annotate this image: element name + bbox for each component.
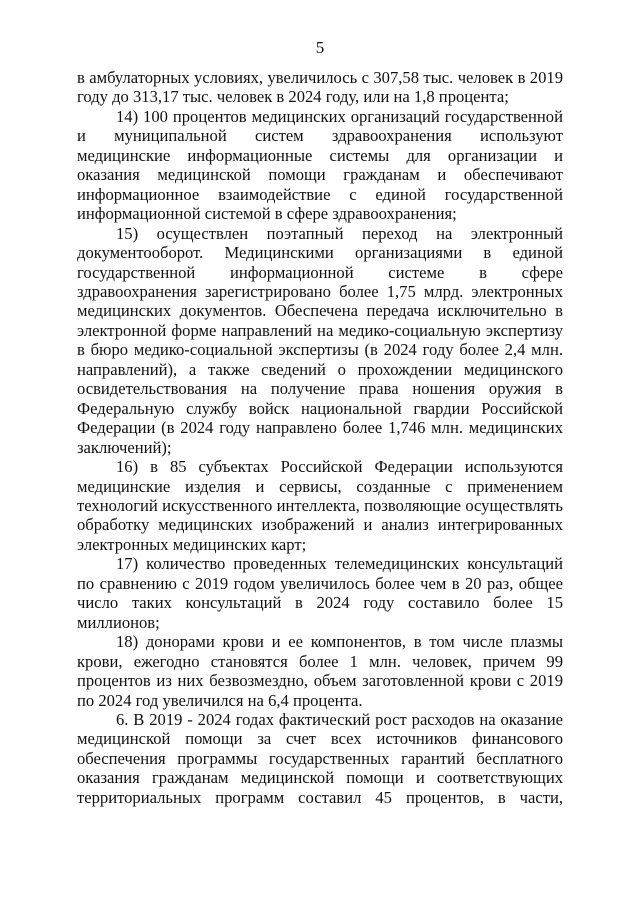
paragraph-item-18: 18) донорами крови и ее компонентов, в том числе плазмы крови, ежегодно становятся более 1 млн. человек, причем 99 процентов из них безвозмездно, объем заготовленной крови с 2019 по 2024 год увеличился на 6,4 процента. [77,632,563,710]
paragraph-section-6: 6. В 2019 - 2024 годах фактический рост расходов на оказание медицинской помощи за счет всех источников финансового обеспечения программы государственных гарантий бесплатного оказания гражданам медицинской помощи и соответствующих территориальных программ составил 45 процентов, в части, [77,709,563,807]
paragraph-item-14: 14) 100 процентов медицинских организаций государственной и муниципальной систем здравоохранения используют медицинские информационные системы для организации и оказания медицинской помощи гражданам и обеспечивают информационное взаимодействие с единой государственной информационной системой в сфере здравоохранения; [77,106,563,224]
paragraph-continuation: в амбулаторных условиях, увеличилось с 307,58 тыс. человек в 2019 году до 313,17 тыс. человек в 2024 году, или на 1,8 процента; [77,68,563,107]
paragraph-item-16: 16) в 85 субъектах Российской Федерации используются медицинские изделия и сервисы, созданные с применением технологий искусственного интеллекта, позволяющие осуществлять обработку медицинских изображений и анализ интегрированных электронных медицинских карт; [77,457,563,554]
paragraph-item-15: 15) осуществлен поэтапный переход на электронный документооборот. Медицинскими организациями в единой государственной информационной системе в сфере здравоохранения зарегистрировано более 1,75 млрд. электронных медицинских документов. Обеспечена передача исключительно в электронной форме направлений на медико-социальную экспертизу в бюро медико-социальной экспертизы (в 2024 году более 2,4 млн. направлений), а также сведений о прохождении медицинского освидетельствования на получение права ношения оружия в Федеральную службу войск национальной гвардии Российской Федерации (в 2024 году направлено более 1,746 млн. медицинских заключений); [77,223,563,457]
page-number: 5 [315,38,325,57]
document-body [77,68,563,807]
paragraph-item-17: 17) количество проведенных телемедицинских консультаций по сравнению с 2019 годом увеличилось более чем в 20 раз, общее число таких консультаций в 2024 году составило более 15 миллионов; [77,554,563,632]
